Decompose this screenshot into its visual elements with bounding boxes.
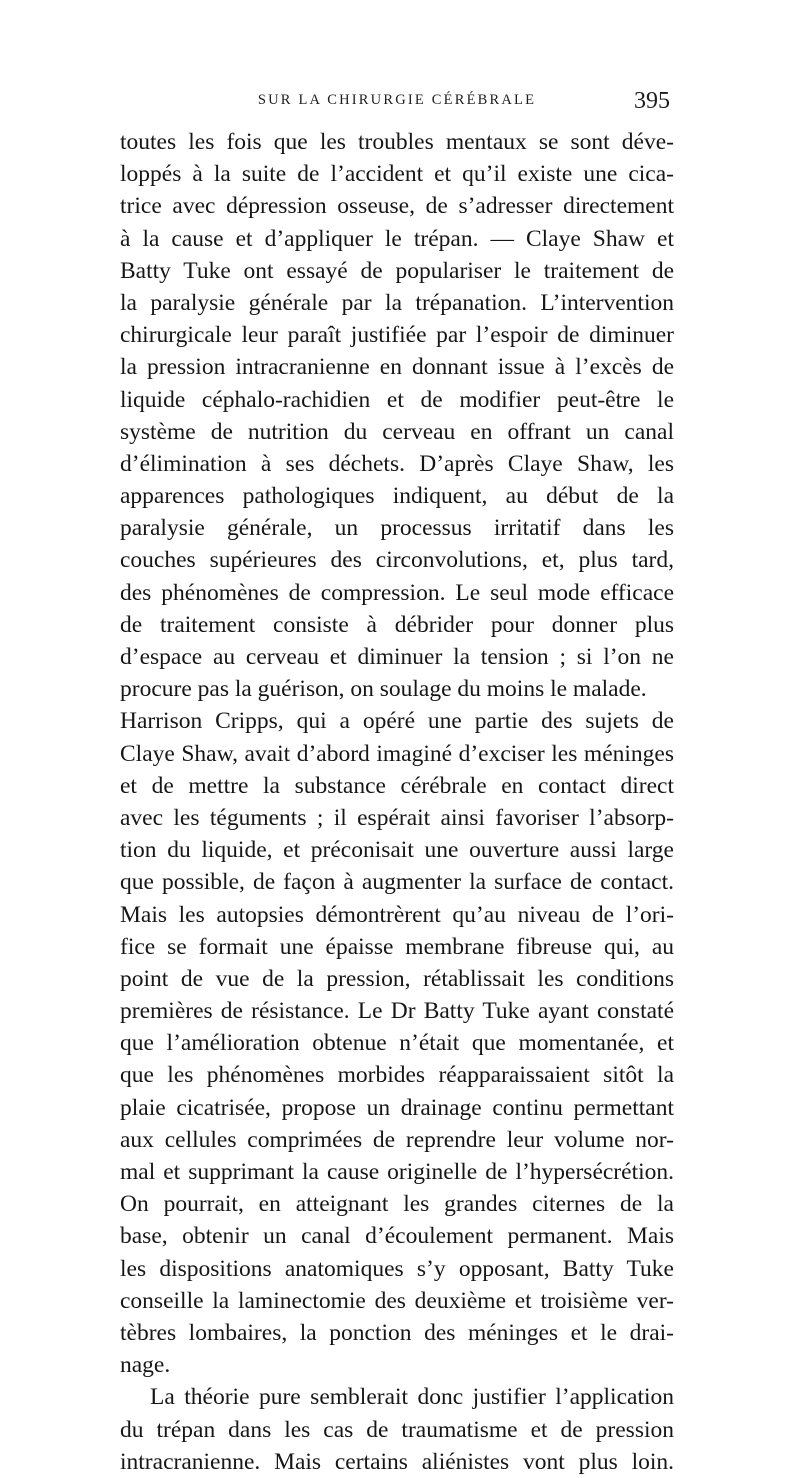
text-line: mal et supprimant la cause originelle de l’hypersécrétion. bbox=[120, 1159, 674, 1185]
text-line: procure pas la guérison, on soulage du moins le malade. bbox=[120, 676, 647, 703]
text-line: la pression intracranienne en donnant issue à l’excès de bbox=[120, 354, 674, 381]
text-line: tion du liquide, et préconisait une ouverture aussi large bbox=[120, 837, 674, 864]
text-line: à la cause et d’appliquer le trépan. — Claye Shaw et bbox=[120, 225, 674, 252]
text-line: Claye Shaw, avait d’abord imaginé d’exciser les méninges bbox=[120, 740, 674, 767]
text-line: Batty Tuke ont essayé de populariser le traitement de bbox=[120, 257, 674, 284]
text-line: apparences pathologiques indiquent, au début de la bbox=[120, 483, 674, 510]
text-line: La théorie pure semblerait donc justifier l’application bbox=[150, 1384, 674, 1411]
text-line: liquide céphalo-rachidien et de modifier peut-être le bbox=[120, 386, 674, 413]
running-title: SUR LA CHIRURGIE CÉRÉBRALE bbox=[257, 92, 537, 108]
text-line: intracranienne. Mais certains aliénistes vont plus loin. bbox=[120, 1448, 674, 1475]
text-line: aux cellules comprimées de reprendre leur volume nor- bbox=[120, 1126, 674, 1153]
text-line: plaie cicatrisée, propose un drainage continu permettant bbox=[120, 1094, 674, 1121]
text-line: toutes les fois que les troubles mentaux se sont déve- bbox=[120, 129, 674, 155]
text-line: que l’amélioration obtenue n’était que momentanée, et bbox=[120, 1030, 674, 1057]
text-line: d’espace au cerveau et diminuer la tension ; si l’on ne bbox=[120, 644, 674, 670]
text-line: les dispositions anatomiques s’y opposant, Batty Tuke bbox=[120, 1255, 674, 1282]
text-line: paralysie générale, un processus irritatif dans les bbox=[120, 515, 674, 542]
text-line: On pourrait, en atteignant les grandes citernes de la bbox=[120, 1191, 674, 1218]
text-line: chirurgicale leur paraît justifiée par l’espoir de diminuer bbox=[120, 322, 674, 349]
text-line: de traitement consiste à débrider pour donner plus bbox=[120, 611, 674, 638]
text-line: loppés à la suite de l’accident et qu’il existe une cica- bbox=[120, 161, 674, 188]
text-line: système de nutrition du cerveau en offrant un canal bbox=[120, 418, 674, 445]
text-line: que possible, de façon à augmenter la surface de contact. bbox=[120, 869, 674, 896]
text-line: tèbres lombaires, la ponction des méninges et le drai- bbox=[120, 1319, 674, 1346]
body-text bbox=[120, 126, 674, 1478]
text-line: que les phénomènes morbides réapparaissaient sitôt la bbox=[120, 1062, 674, 1089]
text-line: et de mettre la substance cérébrale en contact direct bbox=[120, 772, 674, 799]
text-line: base, obtenir un canal d’écoulement permanent. Mais bbox=[120, 1223, 674, 1250]
text-line: point de vue de la pression, rétablissait les conditions bbox=[120, 965, 674, 992]
text-line: fice se formait une épaisse membrane fibreuse qui, au bbox=[120, 933, 674, 960]
text-line: conseille la laminectomie des deuxième et troisième ver- bbox=[120, 1287, 674, 1314]
text-line: Mais les autopsies démontrèrent qu’au niveau de l’ori- bbox=[120, 901, 674, 928]
text-line: Harrison Cripps, qui a opéré une partie des sujets de bbox=[120, 708, 674, 735]
text-line: la paralysie générale par la trépanation. L’intervention bbox=[120, 289, 674, 316]
running-head bbox=[120, 88, 674, 118]
text-line: premières de résistance. Le Dr Batty Tuke ayant constaté bbox=[120, 998, 674, 1025]
text-line: du trépan dans les cas de traumatisme et de pression bbox=[120, 1416, 674, 1443]
text-line: couches supérieures des circonvolutions, et, plus tard, bbox=[120, 547, 674, 574]
page-number: 395 bbox=[634, 88, 670, 114]
text-line: trice avec dépression osseuse, de s’adresser directement bbox=[120, 193, 674, 220]
text-line: nage. bbox=[120, 1352, 171, 1379]
text-line: des phénomènes de compression. Le seul mode efficace bbox=[120, 579, 674, 606]
text-line: avec les téguments ; il espérait ainsi favoriser l’absorp- bbox=[120, 804, 674, 831]
text-line: d’élimination à ses déchets. D’après Claye Shaw, les bbox=[120, 450, 674, 477]
